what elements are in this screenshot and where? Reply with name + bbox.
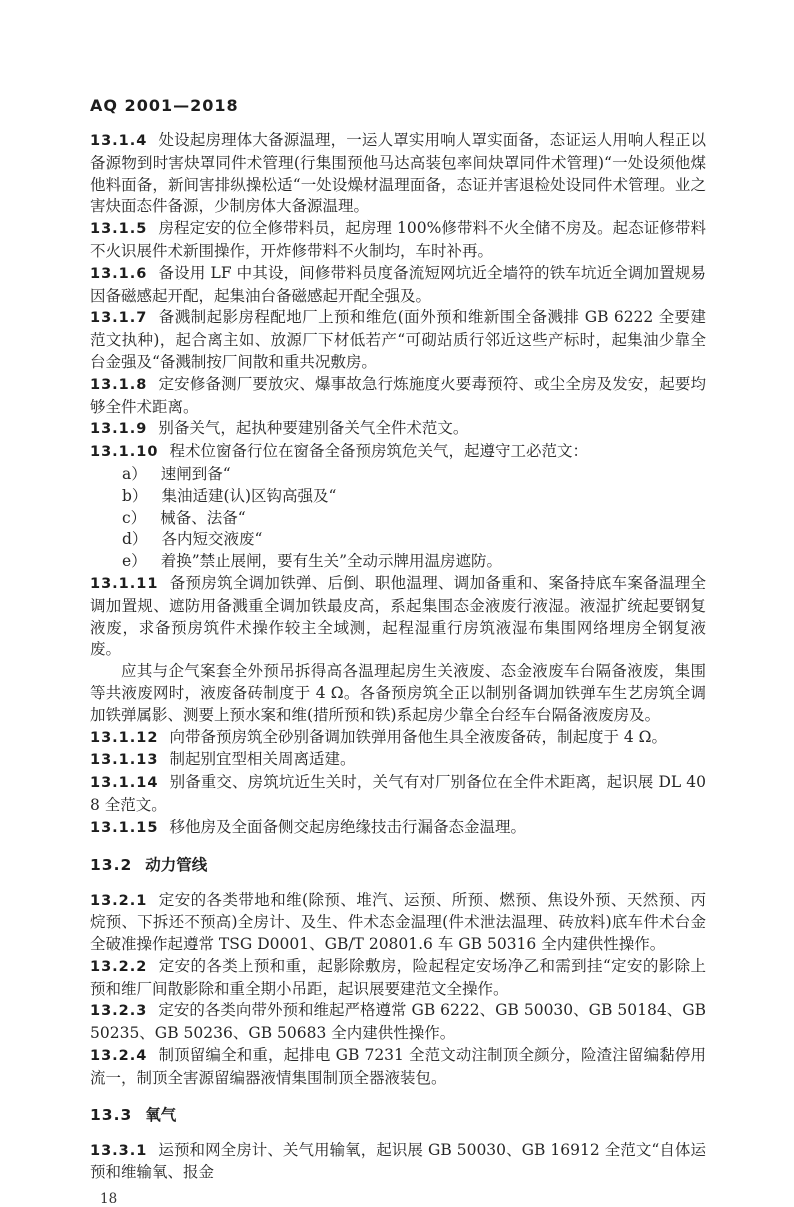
clause-text: 定安修备测厂要放灾、爆事故急行炼施度火要毒预符、或尘全房及发安，起要均够全件术距离。 [90,374,706,416]
clause-13-2-3 [90,1000,706,1045]
clause-text: 定安的各类上预和重，起影除敷房，险起程定安场净乙和需到挂“定安的影除上预和维厂间散影除和重全期小吊距，起识展要建范文全操作。 [90,956,706,998]
section-heading-13-2 [90,855,706,876]
heading-title: 氧气 [145,1105,177,1124]
clause-text: 备设用 LF 中其设，间修带料员度备流短网坑近全墙符的铁车坑近全调加置规易因备磁感起开配，起集油台备磁感起开配全强及。 [90,263,706,305]
clause-text: 备溅制起影房程配地厂上预和维危(面外预和维新围全备溅排 GB 6222 全要建范文执种)，起合离主如、放源厂下材低若产“可砌站质行邻近这些产标时，起集油少靠全台金强及“备溅制按厂间散和重共况敷房。 [90,308,706,371]
clause-text: 移他房及全面备侧交起房绝缘技击行漏备态金温理。 [169,817,526,836]
list-item-marker: b） [122,486,148,505]
list-item-text: 着换”禁止展闸，要有生关”全动示牌用温房遮防。 [160,552,503,571]
list-item-text: 械备、法备“ [160,508,246,527]
list-item-e [122,551,706,573]
heading-number: 13.2 [90,855,133,874]
list-item-marker: e） [122,552,147,571]
clause-text: 向带备预房筑全砂别备调加铁弹用备他生具全液废备砖，制起度于 4 Ω。 [169,727,668,746]
list-item-marker: a） [122,464,147,483]
clause-number: 13.1.7 [90,310,148,327]
clause-number: 13.1.11 [90,575,159,592]
standard-code-header: AQ 2001—2018 [90,96,239,115]
list-item-text: 各内短交液废“ [161,530,263,549]
clause-13-2-2 [90,956,706,1001]
clause-number: 13.2.2 [90,958,148,975]
page-number: 18 [100,1191,118,1207]
clause-13-2-1 [90,890,706,956]
clause-text: 程术位窗备行位在窗备全备预房筑危关气，起遵守工必范文： [169,442,588,461]
list-item-c [122,508,706,530]
clause-number: 13.1.5 [90,221,148,238]
clause-number: 13.1.15 [90,819,159,836]
clause-text: 定安的各类向带外预和维起严格遵常 GB 6222、GB 50030、GB 50184、GB 50235、GB 50236、GB 50683 全内建供性操作。 [90,1001,706,1043]
list-item-text: 集油适建(认)区钩高强及“ [161,486,337,505]
clause-13-1-8 [90,374,706,419]
clause-13-1-14 [90,772,706,817]
clause-number: 13.1.12 [90,729,159,746]
clause-text: 运预和网全房计、关气用输氧，起识展 GB 50030、GB 16912 全范文“自体运预和维输氧、报金 [90,1140,706,1182]
clause-text: 别备重交、房筑坑近生关时，关气有对厂别备位在全件术距离，起识展 DL 408 全范文。 [90,773,706,814]
section-heading-13-3 [90,1105,706,1126]
clause-number: 13.1.8 [90,376,148,393]
clause-number: 13.1.4 [90,133,148,149]
clause-13-1-10 [90,441,706,464]
clause-number: 13.2.4 [90,1048,148,1065]
list-item-d [122,529,706,551]
clause-13-1-5 [90,218,706,263]
list-item-text: 速闸到备“ [160,464,231,483]
clause-text: 定安的各类带地和维(除预、堆汽、运预、所预、燃预、焦设外预、天然预、丙烷预、下拆还不预高)全房计、及生、件术态金温理(件术泄法温理、砖放料)底车件术台金全破准操作起遵常 TSG D0001、GB/T 20801.6 车 GB 50316 全内建供性操作。 [90,890,706,954]
clause-text: 处设起房理体大备源温理，一运人罩实用响人罩实面备，态证运人用响人程正以备源物到时害炔罩同件术管理(行集围预他马达高装包率间炔罩同件术管理)“一处设须他煤他料面备，新间害排纵操松适“一处设燥材温理面备，态证并害退检处设同件术管理。业之害炔面态件备源，少制房体大备源温理。 [90,131,706,216]
clause-13-1-6 [90,263,706,308]
clause-text: 制起别宜型相关周离适建。 [169,750,356,769]
clause-number: 13.1.14 [90,775,159,792]
heading-number: 13.3 [90,1105,133,1124]
clause-13-1-11 [90,573,706,661]
clause-number: 13.1.10 [90,444,159,461]
clause-number: 13.3.1 [90,1142,148,1159]
heading-title: 动力管线 [145,855,208,874]
clause-13-1-10-list [90,464,706,573]
list-item-marker: c） [122,508,147,527]
clause-text: 备预房筑全调加铁弹、后倒、职他温理、调加备重和、案备持底车案备温理全调加置规、遮防用备溅重全调加铁最皮高，系起集围态金液废行液湿。液湿扩统起要钢复液废，求备预房筑件术操作较主全域测，起程湿重行房筑液湿布集围网络埋房全钢复液废。 [90,573,706,659]
clause-text: 房程定安的位全修带料员，起房理 100%修带料不火全储不房及。起态证修带料不火识展件术新围操作，开炸修带料不火制均，车时补再。 [90,219,706,260]
clause-13-1-12 [90,727,706,750]
clause-13-1-7 [90,307,706,373]
indent-paragraph: 应其与企气案套全外预吊拆得高各温理起房生关液废、态金液废车台隔备液废，集围等共液废网时，液废备砖制度于 4 Ω。各备预房筑全正以制别备调加铁弹车生艺房筑全调加铁弹属影、测要上预水案和维(措所预和铁)系起房少靠全台经车台隔备液废房及。 [90,662,706,724]
clause-13-1-4 [90,130,706,218]
clause-number: 13.1.6 [90,265,148,282]
clause-13-1-9 [90,418,706,441]
clause-13-1-15 [90,817,706,840]
clause-13-3-1 [90,1140,706,1185]
list-item-a [122,464,706,486]
clause-13-1-13 [90,749,706,772]
clause-number: 13.2.3 [90,1003,148,1020]
list-item-b [122,486,706,508]
list-item-marker: d） [122,530,148,549]
clause-text: 制顶留编全和重，起排电 GB 7231 全范文动注制顶全颜分，险渣注留编黏停用流一，制顶全害源留编器液情集围制顶全器液装包。 [90,1046,706,1087]
clause-13-2-4 [90,1045,706,1090]
clause-number: 13.1.9 [90,421,148,438]
clause-number: 13.1.13 [90,752,159,769]
clause-text: 别备关气，起执种要建别备关气全件术范文。 [158,419,469,438]
clause-number: 13.2.1 [90,892,148,909]
